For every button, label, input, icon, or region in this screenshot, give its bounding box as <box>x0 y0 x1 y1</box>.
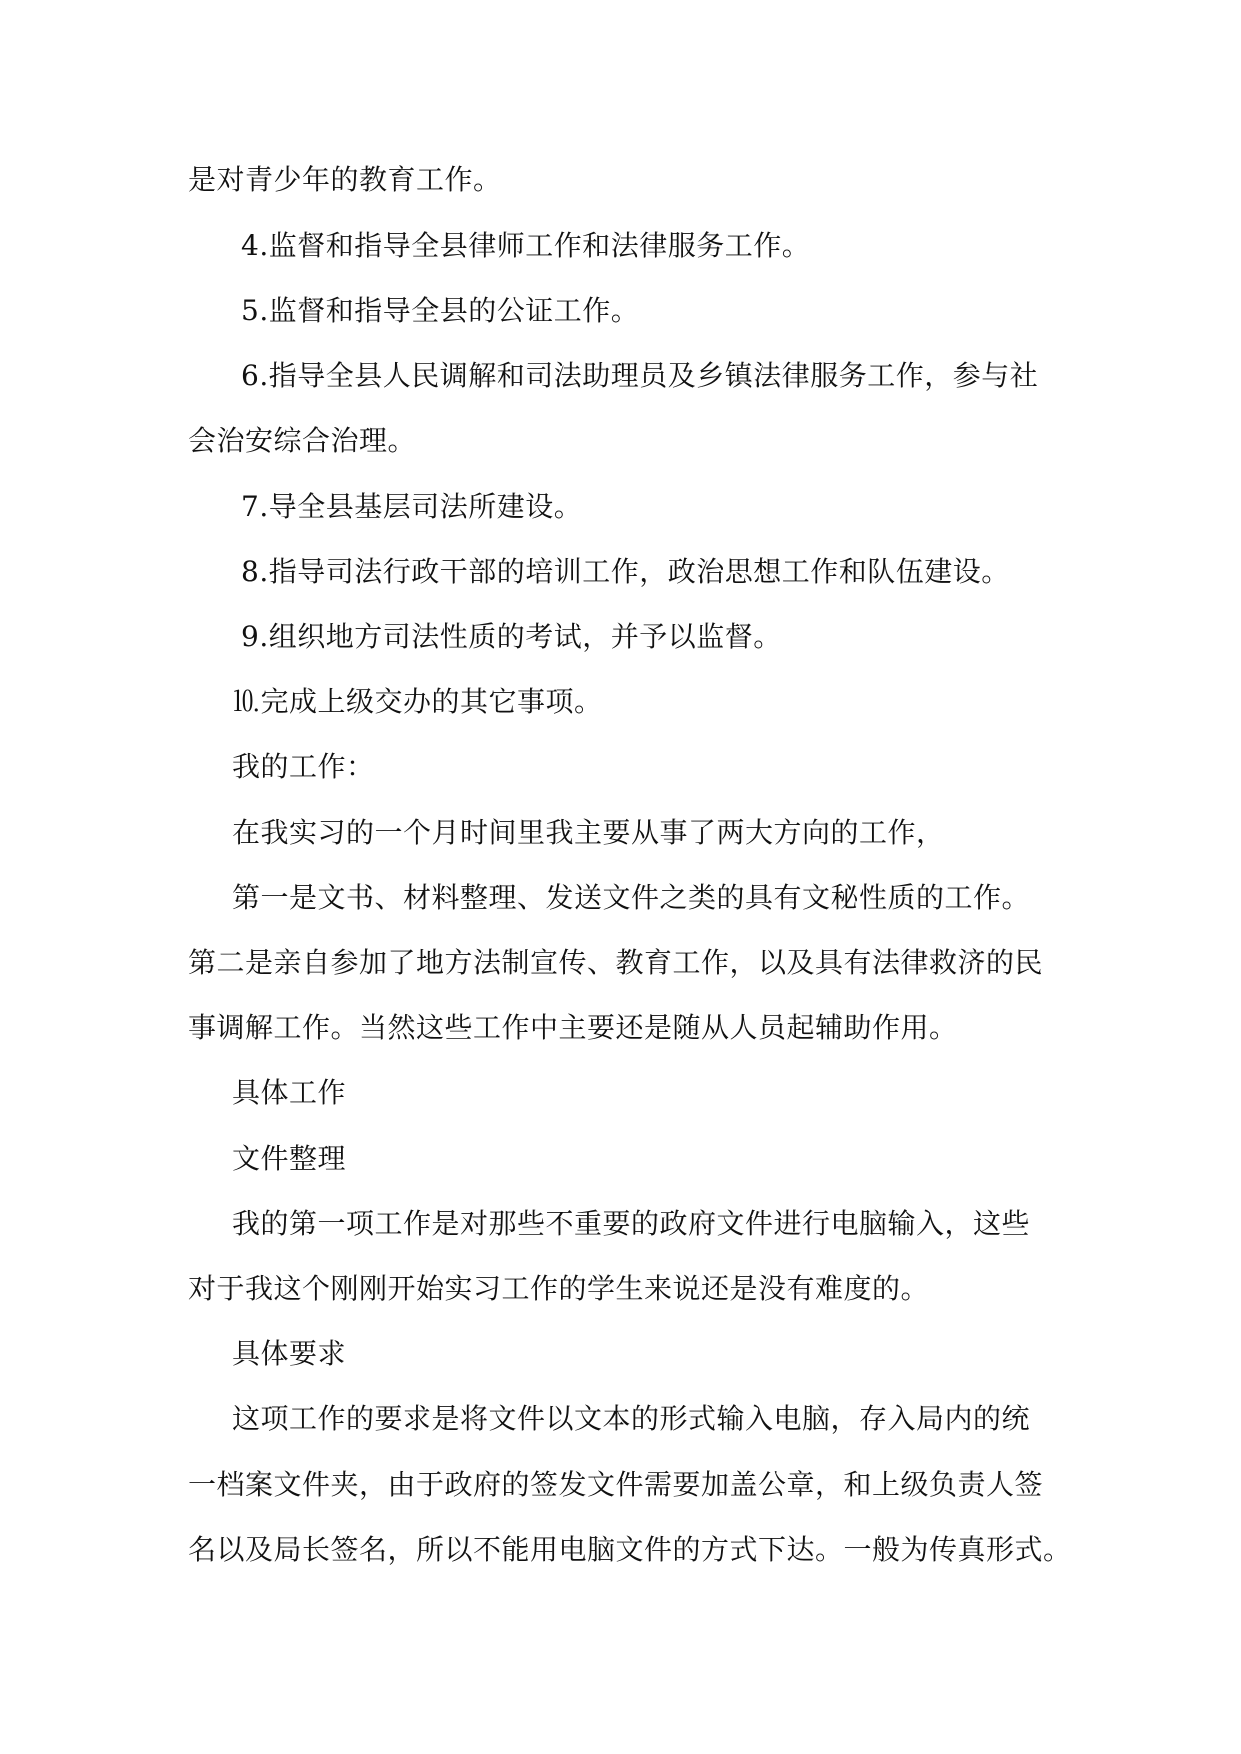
paragraph-line: 一档案文件夹，由于政府的签发文件需要加盖公章，和上级负责人签 <box>188 1468 1044 1501</box>
paragraph-line: 第一是文书、材料整理、发送文件之类的具有文秘性质的工作。 <box>232 881 1031 914</box>
list-item: 6.指导全县人民调解和司法助理员及乡镇法律服务工作，参与社 <box>241 359 1039 392</box>
text-line: 会治安综合治理。 <box>188 424 417 457</box>
section-heading: 我的工作： <box>232 750 375 783</box>
paragraph-line: 对于我这个刚刚开始实习工作的学生来说还是没有难度的。 <box>188 1272 930 1305</box>
list-item: 4.监督和指导全县律师工作和法律服务工作。 <box>241 229 811 262</box>
paragraph-line: 我的第一项工作是对那些不重要的政府文件进行电脑输入，这些 <box>232 1207 1031 1240</box>
list-item: 8.指导司法行政干部的培训工作，政治思想工作和队伍建设。 <box>241 555 1010 588</box>
paragraph-line: 第二是亲自参加了地方法制宣传、教育工作，以及具有法律救济的民 <box>188 946 1044 979</box>
list-item: ⒑完成上级交办的其它事项。 <box>232 685 603 718</box>
section-heading: 具体要求 <box>232 1337 347 1370</box>
paragraph-line: 这项工作的要求是将文件以文本的形式输入电脑，存入局内的统 <box>232 1402 1031 1435</box>
paragraph-line: 在我实习的一个月时间里我主要从事了两大方向的工作， <box>232 816 945 849</box>
paragraph-line: 名以及局长签名，所以不能用电脑文件的方式下达。一般为传真形式。 <box>188 1533 1072 1566</box>
list-item: 5.监督和指导全县的公证工作。 <box>241 294 640 327</box>
text-line: 是对青少年的教育工作。 <box>188 163 502 196</box>
section-heading: 具体工作 <box>232 1076 347 1109</box>
list-item: 9.组织地方司法性质的考试，并予以监督。 <box>241 620 782 653</box>
list-item: 7.导全县基层司法所建设。 <box>241 490 583 523</box>
section-heading: 文件整理 <box>232 1142 347 1175</box>
paragraph-line: 事调解工作。当然这些工作中主要还是随从人员起辅助作用。 <box>188 1011 958 1044</box>
